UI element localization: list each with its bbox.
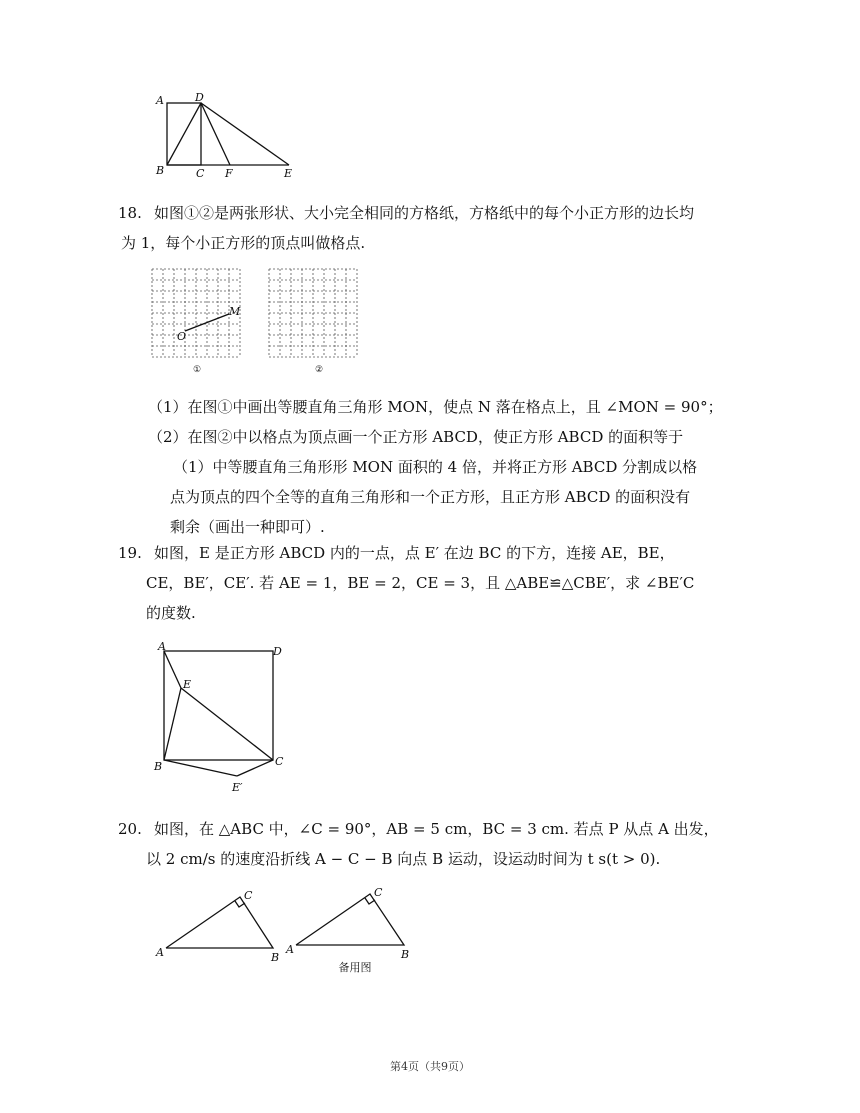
sub-question-18-2-line: 剩余（画出一种即可）. bbox=[170, 518, 325, 536]
label-e: E bbox=[183, 678, 192, 691]
question-text-line: 为 1，每个小正方形的顶点叫做格点. bbox=[121, 234, 366, 252]
question-number: 20. bbox=[118, 820, 142, 838]
label-e: E bbox=[284, 167, 293, 180]
triangle-figure-main bbox=[155, 889, 279, 964]
label-c: C bbox=[275, 755, 284, 768]
segment-be-prime bbox=[164, 760, 237, 776]
figure-17 bbox=[148, 88, 308, 183]
question-number: 18. bbox=[118, 204, 142, 222]
figure-caption-2: ② bbox=[314, 365, 324, 375]
sub-question-18-1: （1）在图①中画出等腰直角三角形 MON，使点 N 落在格点上，且 ∠MON = 90°； bbox=[148, 398, 723, 416]
figures-20 bbox=[150, 885, 420, 980]
sub-question-18-2-line: 点为顶点的四个全等的直角三角形和一个正方形，且正方形 ABCD 的面积没有 bbox=[170, 488, 691, 506]
label-b: B bbox=[401, 948, 410, 961]
label-m: M bbox=[229, 305, 241, 318]
figure-caption-1: ① bbox=[192, 365, 202, 375]
label-d: D bbox=[195, 91, 204, 104]
grid-figure-2 bbox=[269, 269, 357, 375]
label-f: F bbox=[225, 167, 233, 180]
question-text-line: 如图，在 △ABC 中，∠C = 90°，AB = 5 cm，BC = 3 cm. 若点 P 从点 A 出发， bbox=[154, 820, 719, 838]
label-b: B bbox=[156, 164, 165, 177]
segment-om bbox=[185, 314, 229, 331]
segment-db bbox=[167, 103, 201, 165]
label-o: O bbox=[177, 330, 187, 343]
label-b: B bbox=[154, 760, 163, 773]
segment-df bbox=[201, 103, 230, 165]
label-a: A bbox=[156, 94, 164, 107]
label-e-prime: E′ bbox=[232, 781, 243, 794]
label-c: C bbox=[374, 886, 383, 899]
segment-ae bbox=[164, 651, 181, 688]
sub-question-18-2-line: （2）在图②中以格点为顶点画一个正方形 ABCD，使正方形 ABCD 的面积等于 bbox=[148, 428, 684, 446]
grid-figures-18 bbox=[145, 262, 375, 378]
label-c: C bbox=[196, 167, 205, 180]
figure-caption-backup: 备用图 bbox=[338, 961, 372, 974]
figure-19 bbox=[150, 636, 300, 798]
label-c: C bbox=[244, 889, 253, 902]
label-a: A bbox=[156, 946, 164, 959]
label-a: A bbox=[158, 640, 166, 653]
question-number: 19. bbox=[118, 544, 142, 562]
grid-figure-1 bbox=[152, 269, 241, 375]
question-text-line: 以 2 cm/s 的速度沿折线 A − C − B 向点 B 运动，设运动时间为 t s(t > 0). bbox=[146, 850, 661, 868]
question-text-line: 如图①②是两张形状、大小完全相同的方格纸，方格纸中的每个小正方形的边长均 bbox=[154, 204, 695, 222]
question-text-line: 的度数. bbox=[146, 604, 196, 622]
square-abcd bbox=[164, 651, 273, 760]
page-footer: 第4页（共9页） bbox=[390, 1060, 470, 1073]
label-a: A bbox=[286, 943, 294, 956]
question-text-line: 如图，E 是正方形 ABCD 内的一点，点 E′ 在边 BC 的下方，连接 AE，BE， bbox=[154, 544, 675, 562]
segment-de bbox=[201, 103, 289, 165]
triangle-figure-backup bbox=[285, 886, 409, 974]
segment-ce bbox=[181, 688, 273, 760]
label-d: D bbox=[273, 645, 282, 658]
label-b: B bbox=[271, 951, 280, 964]
question-text-line: CE，BE′，CE′. 若 AE = 1，BE = 2，CE = 3，且 △ABE≌△CBE′，求 ∠BE′C bbox=[146, 574, 695, 592]
segment-be bbox=[164, 688, 181, 760]
sub-question-18-2-line: （1）中等腰直角三角形形 MON 面积的 4 倍，并将正方形 ABCD 分割成以格 bbox=[173, 458, 698, 476]
segment-ce-prime bbox=[237, 760, 273, 776]
